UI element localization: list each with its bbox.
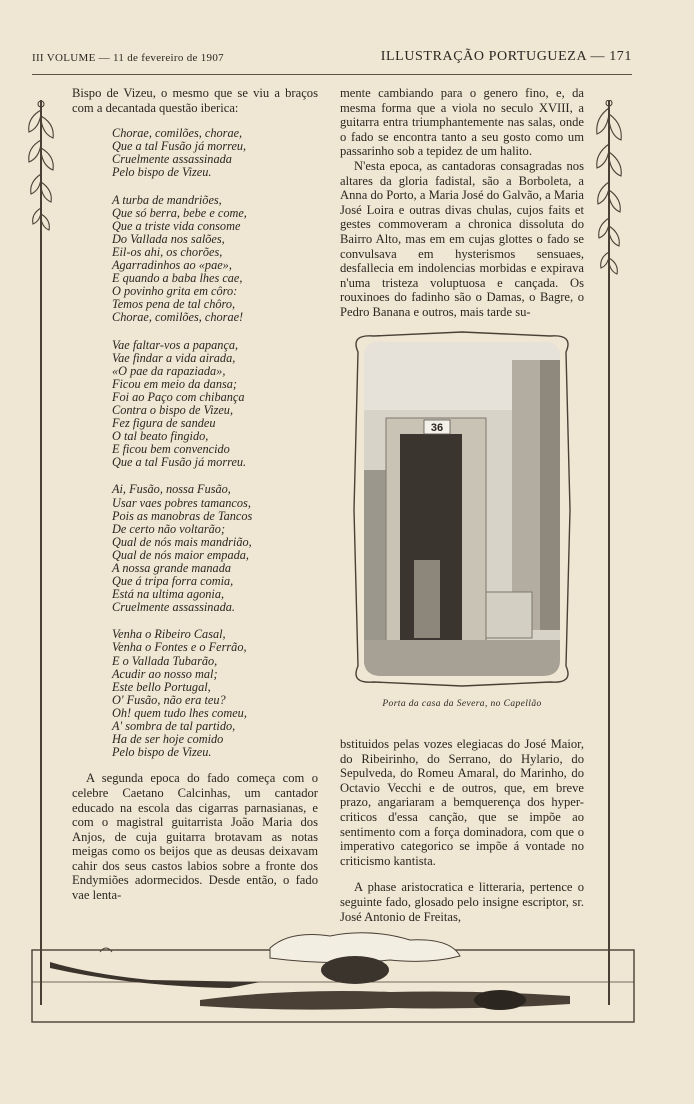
vozes-elegiacas-paragraph: bstituidos pelas vozes elegiacas do José Maior, do Ribeirinho, do Serrano, do Hylario, do Sepulveda, do Romeu Amaral, do Marinho, do Octavio Vecchi e de outros, que, em breve prazo, angariaram a bemquerença dos hyper-criticos d'essa canção, que se impõe ao sentimento com a força dominadora, com que o imperativo categorico se impõe á vontade no criticismo kantista. bbox=[340, 737, 584, 868]
right-text-column-bottom bbox=[340, 737, 584, 924]
verse-line: A turba de mandriões, bbox=[112, 192, 222, 207]
verse-line: Fez figura de sandeu bbox=[112, 416, 216, 431]
door-photograph bbox=[344, 330, 580, 688]
verse-line: A nossa grande manada bbox=[112, 561, 231, 575]
page-header bbox=[32, 44, 632, 70]
verse-line: Acudir ao nosso mal; bbox=[112, 666, 218, 681]
verse-line: Do Vallada nos salões, bbox=[112, 231, 225, 246]
verse-line: Contra o bispo de Vizeu, bbox=[112, 402, 234, 417]
verse-line: E quando a baba lhes cae, bbox=[112, 271, 243, 286]
verse-line: Vae faltar-vos a papança, bbox=[112, 337, 239, 352]
verse-line: Pelo bispo de Vizeu. bbox=[112, 745, 212, 760]
verse-line: Que a tal Fusão já morreu. bbox=[112, 455, 247, 470]
verse-line: Pois as manobras de Tancos bbox=[112, 508, 253, 523]
verse-line: Chorae, comilões, chorae! bbox=[112, 310, 244, 325]
verse-line: Pelo bispo de Vizeu. bbox=[112, 165, 212, 180]
verse-line: Oh! quem tudo lhes comeu, bbox=[112, 705, 247, 720]
verse-line: O povinho grita em côro: bbox=[112, 284, 238, 299]
verse-line: O' Fusão, não era teu? bbox=[112, 692, 226, 707]
verse-line: Temos pena de tal chôro, bbox=[112, 297, 236, 312]
verse-line: Ficou em meio da dansa; bbox=[112, 376, 237, 391]
verse-line: Que a triste vida consome bbox=[112, 218, 241, 233]
verse-line: Ha de ser hoje comido bbox=[112, 732, 224, 747]
verse-line: O tal beato fingido, bbox=[112, 429, 209, 444]
verse-line: Que a tal Fusão já morreu, bbox=[112, 139, 247, 154]
verse-line: E o Vallada Tubarão, bbox=[112, 653, 218, 668]
fado-second-epoch-paragraph: A segunda epoca do fado começa com o celebre Caetano Calcinhas, um cantador educado na escola das cigarras parnasianas, e com o magistral guitarrista João Maria dos Anjos, de cuja guitarra brotavam as notas meigas como os beijos que as deusas deixavam cahir dos seus castos labios sobre a fronte dos Endymiões adormecidos. Desde então, o fado vae lenta- bbox=[72, 771, 318, 903]
verse-line: Chorae, comilões, chorae, bbox=[112, 126, 243, 141]
genero-fino-paragraph: mente cambiando para o genero fino, e, da mesma forma que a viola no seculo XVIII, a guitarra entra triumphantemente nas salas, onde o fado se encontra tanto a seu gosto como um passarinho sob a tepidez de um halito. bbox=[340, 86, 584, 159]
verse-line: Qual de nós maior empada, bbox=[112, 547, 249, 562]
poem-intro-paragraph: Bispo de Vizeu, o mesmo que se viu a braços com a decantada questão iberica: bbox=[72, 86, 318, 115]
header-rule bbox=[32, 74, 632, 75]
left-vine-ornament bbox=[24, 100, 58, 1005]
header-title-page-number: ILLUSTRAÇÃO PORTUGUEZA — 171 bbox=[380, 49, 632, 64]
header-volume-date: III VOLUME — 11 de fevereiro de 1907 bbox=[32, 52, 224, 64]
poem-stanza-2 bbox=[112, 194, 318, 325]
poem-stanza-4 bbox=[112, 483, 318, 614]
right-vine-ornament bbox=[592, 100, 626, 1005]
verse-line: «O pae da rapaziada», bbox=[112, 363, 226, 378]
verse-line: Este bello Portugal, bbox=[112, 679, 211, 694]
verse-line: Venha o Ribeiro Casal, bbox=[112, 627, 226, 642]
verse-line: Venha o Fontes e o Ferrão, bbox=[112, 640, 247, 655]
verse-line: Foi ao Paço com chibança bbox=[112, 389, 245, 404]
photo-caption: Porta da casa da Severa, no Capellão bbox=[382, 699, 542, 709]
verse-line: Cruelmente assassinada. bbox=[112, 600, 235, 615]
verse-line: Vae findar a vida airada, bbox=[112, 350, 236, 365]
door-number-label: 36 bbox=[430, 422, 444, 434]
verse-line: Eil-os ahi, os chorões, bbox=[112, 244, 223, 259]
verse-line: Que á tripa forra comia, bbox=[112, 574, 234, 589]
poem-stanza-3 bbox=[112, 339, 318, 470]
verse-line: Agarradinhos ao «pae», bbox=[112, 258, 232, 273]
right-text-column-top bbox=[340, 86, 584, 320]
verse-line: Cruelmente assassinada bbox=[112, 152, 232, 167]
bottom-guitar-ornament bbox=[30, 930, 636, 1024]
verse-line: Ai, Fusão, nossa Fusão, bbox=[112, 482, 231, 497]
verse-line: De certo não voltarão; bbox=[112, 521, 226, 536]
verse-line: Usar vaes pobres tamancos, bbox=[112, 495, 251, 510]
verse-line: E ficou bem convencido bbox=[112, 442, 230, 457]
phase-aristocratica-paragraph: A phase aristocratica e litteraria, pertence o seguinte fado, glosado pelo insigne escriptor, sr. José Antonio de Freitas, bbox=[340, 880, 584, 924]
poem-stanza-5 bbox=[112, 628, 318, 759]
left-text-column bbox=[72, 86, 318, 903]
verse-line: A' sombra de tal partido, bbox=[112, 719, 236, 734]
verse-line: Qual de nós mais mandrião, bbox=[112, 534, 252, 549]
poem-stanza-1 bbox=[112, 127, 318, 179]
verse-line: Que só berra, bebe e come, bbox=[112, 205, 247, 220]
verse-line: Está na ultima agonia, bbox=[112, 587, 225, 602]
cantadoras-paragraph: N'esta epoca, as cantadoras consagradas nos altares da gloria fadistal, são a Borboleta, a Anna do Porto, a Maria José do Galvão, a Maria José Loira e outras divas chulas, cujos faits et gestes commoveram a chronica dissoluta do Bairro Alto, mas em em cujas glottes o fado se convulsava em hysterismos sensuaes, desfallecia em indolencias morbidas e expirava n'uma tristeza voluptuosa e cançada. Os rouxinoes do fadinho são o Damas, o Bagre, o Pedro Banana e outros, mais tarde su- bbox=[340, 158, 584, 319]
